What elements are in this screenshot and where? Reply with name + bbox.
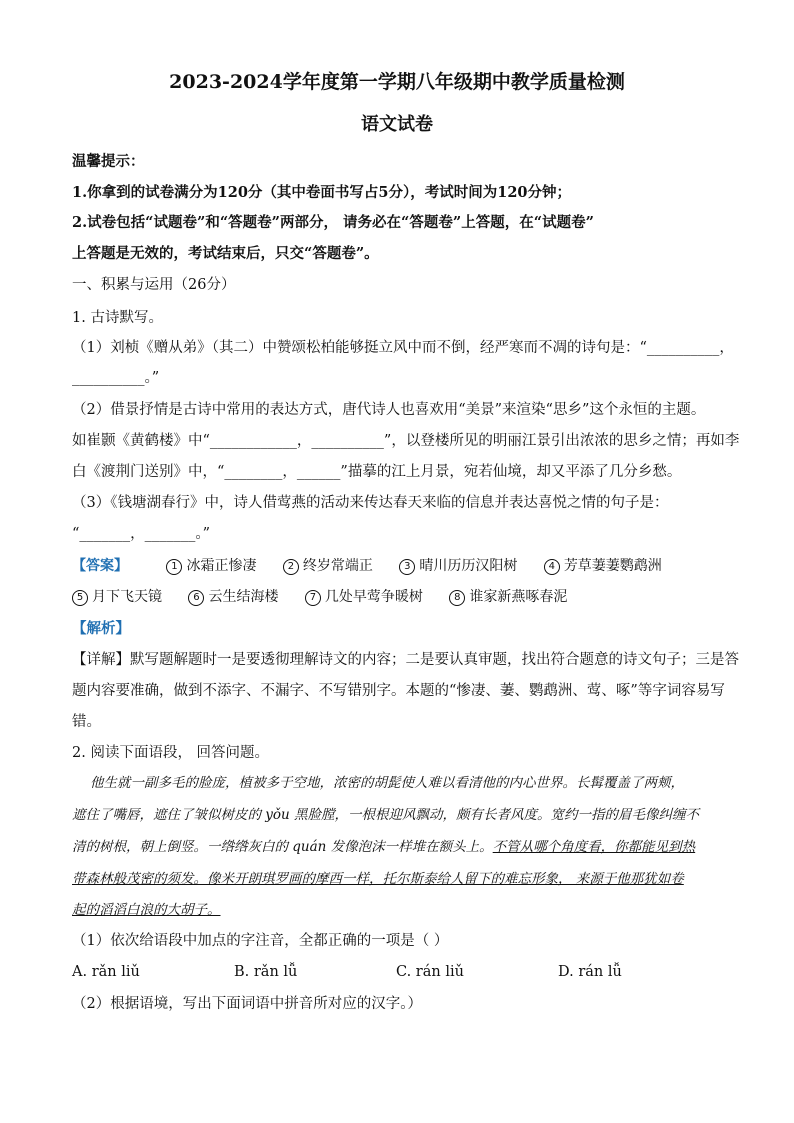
q2-sub2: （2）根据语境，写出下面词语中拼音所对应的汉字。） [72,996,422,1012]
answer-item: 3 晴川历历汉阳树 [399,556,517,576]
underlined-sentence: 不管从哪个角度看，你都能见到热 [492,839,696,855]
q1-part2-line-a: （2）借景抒情是古诗中常用的表达方式，唐代诗人也喜欢用“美景”来渲染“思乡”这个永恒的主题。 [72,402,706,418]
exam-title: 2023-2024学年度第一学期八年级期中教学质量检测 [169,71,625,93]
passage-line-2: 遮住了嘴唇，遮住了皱似树皮的 yǒu 黑脸膛，一根根迎风飘动，颇有长者风度。宽约一指的眉毛像纠缠不 [72,807,700,823]
option-a[interactable]: A. rǎn liǔ [72,964,140,980]
tips-line-2: 2.试卷包括“试题卷”和“答题卷”两部分， 请务必在“答题卷”上答题，在“试题卷” [72,214,594,231]
passage-line-4: 带森林般茂密的须发。像米开朗琪罗画的摩西一样，托尔斯泰给人留下的难忘形象， 来源于他那犹如卷 [72,871,684,887]
q2-sub1: （1）依次给语段中加点的字注音，全都正确的一项是（ ） [72,933,449,949]
q2-options [72,962,720,982]
option-c[interactable]: C. rán liǔ [396,964,464,980]
q1-part2-line-b: 如崔颢《黄鹤楼》中“____________，__________”，以登楼所见的明丽江景引出浓浓的思乡之情；再如李 [72,433,740,449]
section-heading: 一、积累与运用（26分） [72,277,236,293]
q1-part3-line-a: （3）《钱塘湖春行》中，诗人借莺燕的活动来传达春天来临的信息并表达喜悦之情的句子是： [72,495,669,511]
answer-item: 6 云生结海楼 [188,587,278,607]
detail-line-1: 【详解】默写题解题时一是要透彻理解诗文的内容；二是要认真审题，找出符合题意的诗文句子；三是答 [72,652,739,668]
option-b[interactable]: B. rǎn lǚ [234,964,298,980]
passage-line-5: 起的滔滔白浪的大胡子。 [72,902,221,918]
answer-item: 7 几处早莺争暖树 [305,587,423,607]
passage-line-3: 清的树根，朝上倒竖。一绺绺灰白的 quán 发像泡沫一样堆在额头上。不管从哪个角度看，你都能见到热 [72,839,696,855]
answer-label: 【答案】 [72,558,128,574]
exam-subtitle: 语文试卷 [361,114,433,135]
q1-part1-line-a: （1）刘桢《赠从弟》（其二）中赞颂松柏能够挺立风中而不倒，经严寒而不凋的诗句是：“__________， [72,340,734,356]
answer-item: 1 冰霜正惨凄 [166,556,256,576]
answer-item: 8 谁家新燕啄春泥 [449,587,567,607]
detail-line-2: 题内容要准确，做到不添字、不漏字、不写错别字。本题的“惨凄、萋、鹦鹉洲、莺、啄”等字词容易写 [72,683,725,699]
detail-label: 【详解】 [72,652,130,668]
analysis-label: 【解析】 [72,620,130,637]
answer-row-1 [72,556,662,576]
passage-line-1: 他生就一副多毛的脸庞，植被多于空地，浓密的胡髭使人难以看清他的内心世界。长髯覆盖了两颊， [90,775,684,791]
q1-part3-line-b: “_______，_______。” [72,526,211,542]
q2-stem: 2. 阅读下面语段， 回答问题。 [72,745,270,761]
detail-line-3: 错。 [72,714,101,730]
option-d[interactable]: D. rán lǚ [558,964,622,980]
q1-part1-line-b: __________。” [72,370,160,386]
answer-item: 4 芳草萋萋鹦鹉洲 [544,556,662,576]
q1-stem: 1. 古诗默写。 [72,310,163,326]
tips-line-3: 上答题是无效的，考试结束后，只交“答题卷”。 [72,245,379,262]
q1-part2-line-c: 白《渡荆门送别》中，“________，______”描摹的江上月景，宛若仙境，却又平添了几分乡愁。 [72,464,682,480]
answer-item: 5 月下飞天镜 [72,587,162,607]
tips-heading: 温馨提示： [72,153,145,170]
tips-line-1: 1.你拿到的试卷满分为120分（其中卷面书写占5分），考试时间为120分钟； [72,184,572,201]
answer-row-2 [72,587,589,607]
answer-item: 2 终岁常端正 [283,556,373,576]
